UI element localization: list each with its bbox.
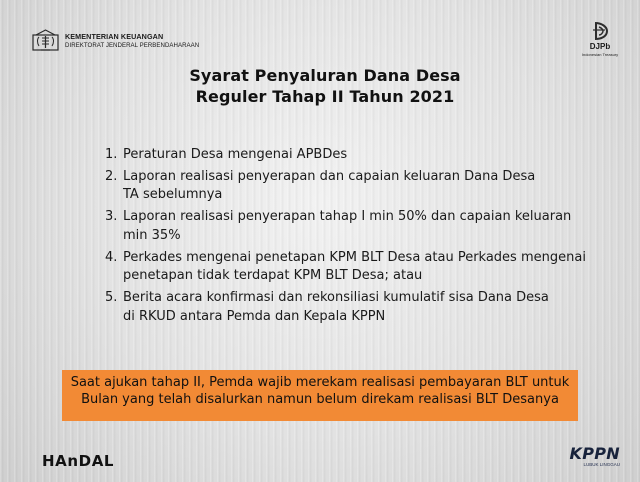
title-line-2: Reguler Tahap II Tahun 2021: [195, 87, 455, 107]
treasury-name: DJPb: [589, 42, 611, 51]
handal-logo: [42, 454, 128, 472]
requirement-line: Laporan realisasi penyerapan dan capaian keluaran Dana Desa: [123, 168, 536, 184]
requirement-item: [105, 289, 605, 326]
requirement-line: Berita acara konfirmasi dan rekonsiliasi kumulatif sisa Dana Desa: [123, 290, 549, 306]
requirements-list: [105, 146, 605, 329]
requirement-text: [121, 289, 605, 326]
requirement-number: 3.: [105, 209, 118, 225]
requirement-item: [105, 168, 605, 205]
notice-line-2: Bulan yang telah disalurkan namun belum direkam realisasi BLT Desanya: [81, 391, 559, 407]
requirement-number: 2.: [105, 168, 118, 184]
treasury-brand: [578, 20, 622, 68]
title-line-1: Syarat Penyaluran Dana Desa: [189, 66, 461, 85]
requirement-text: [121, 146, 605, 165]
requirement-line: di RKUD antara Pemda dan Kepala KPPN: [123, 308, 386, 324]
treasury-tagline: Indonesian Treasury: [581, 52, 619, 57]
requirement-text: [121, 249, 605, 286]
kppn-logo-subtext: LUBUK LINGGAU: [583, 462, 620, 467]
requirement-line: Peraturan Desa mengenai APBDes: [123, 147, 348, 162]
directorate-name: DIREKTORAT JENDERAL PERBENDAHARAAN: [65, 41, 200, 49]
requirement-number: 1.: [105, 147, 118, 162]
requirement-line: penetapan tidak terdapat KPM BLT Desa; atau: [123, 268, 423, 284]
requirement-number: 5.: [105, 290, 118, 306]
requirement-item: [105, 208, 605, 245]
requirement-item: [105, 146, 605, 165]
ministry-brand: [32, 26, 237, 56]
requirement-line: TA sebelumnya: [123, 187, 223, 203]
notice-line-1: Saat ajukan tahap II, Pemda wajib merekam realisasi pembayaran BLT untuk: [70, 375, 570, 390]
requirement-item: [105, 249, 605, 286]
requirement-line: min 35%: [123, 227, 181, 243]
important-notice-box: [62, 370, 578, 421]
page-title: [140, 65, 510, 107]
treasury-emblem-icon: [589, 20, 611, 42]
requirement-text: [121, 168, 605, 205]
handal-logo-text: HAnDAL: [42, 452, 115, 470]
kppn-logo: [568, 446, 620, 474]
requirement-line: Laporan realisasi penyerapan tahap I min 50% dan capaian keluaran: [123, 209, 572, 225]
requirement-line: Perkades mengenai penetapan KPM BLT Desa atau Perkades mengenai: [123, 249, 586, 265]
requirement-number: 4.: [105, 249, 118, 265]
ministry-text-block: [65, 33, 199, 48]
ministry-name: KEMENTERIAN KEUANGAN: [65, 32, 164, 42]
requirement-text: [121, 208, 605, 245]
ministry-emblem-icon: [32, 28, 59, 55]
kppn-logo-text: KPPN: [569, 444, 620, 463]
